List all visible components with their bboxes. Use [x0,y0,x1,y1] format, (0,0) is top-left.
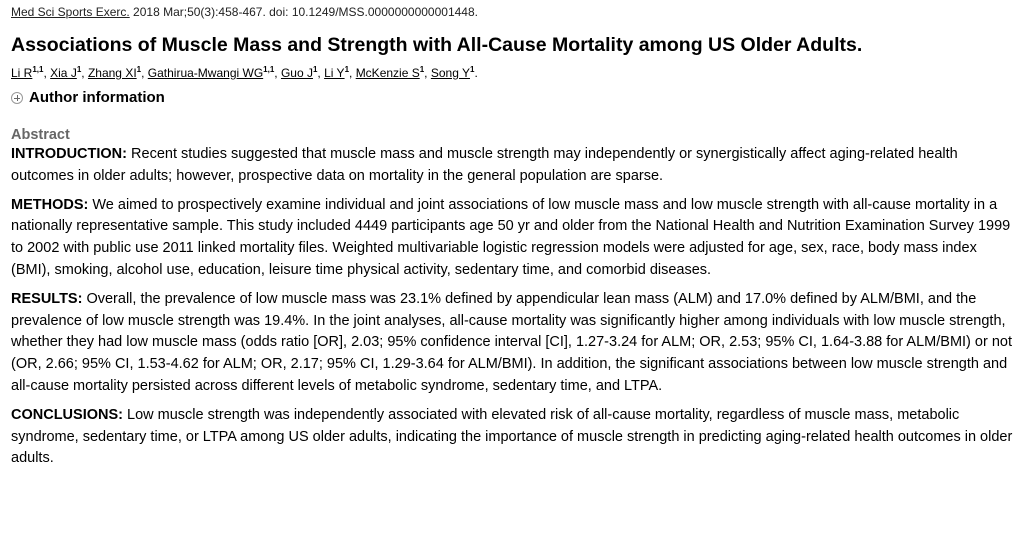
author-separator: , [43,66,51,80]
citation-line [11,4,1018,20]
expand-plus-icon[interactable] [11,92,23,104]
section-text: Recent studies suggested that muscle mass and muscle strength may independently or synergistically affect aging-related health outcomes in older adults; however, prospective data on mortality in the general population are sparse. [11,146,958,184]
abstract-methods [11,195,1018,282]
author-info-label: Author information [29,89,165,106]
author-link[interactable]: McKenzie S [355,66,420,80]
author-item [281,66,324,80]
author-affiliation-sup: 1 [470,65,475,74]
author-item [50,66,88,80]
author-separator: , [349,66,356,80]
author-item [88,66,148,80]
abstract-heading: Abstract [11,127,70,143]
section-label: METHODS: [11,196,89,213]
author-item [324,66,356,80]
section-text: We aimed to prospectively examine individual and joint associations of low muscle mass and low muscle strength with all-cause mortality in a nationally representative sample. This study included 4449 participants age 50 yr and older from the National Health and Nutrition Examination Survey 1999 to 2002 with public use 2011 linked mortality files. Weighted multivariable logistic regression models were adjusted for age, sex, race, body mass index (BMI), smoking, alcohol use, education, leisure time physical activity, sedentary time, and comorbid diseases. [11,196,1011,278]
section-label: CONCLUSIONS: [11,406,123,423]
author-item [11,66,50,80]
author-link[interactable]: Guo J [280,66,313,80]
author-link[interactable]: Gathirua-Mwangi WG [147,66,264,80]
author-affiliation-sup: 1,1 [32,65,44,74]
author-separator: , [274,66,281,80]
abstract-section [11,126,1018,470]
author-info-toggle[interactable] [11,89,1018,107]
author-separator: , [424,66,431,80]
author-link[interactable]: Li Y [324,66,345,80]
section-text: Overall, the prevalence of low muscle mass was 23.1% defined by appendicular lean mass (ALM) and 17.0% defined by ALM/BMI, and the prevalence of low muscle strength was 19.4%. In the joint analyses, all-cause mortality was significantly higher among individuals with low muscle strength, whether they had low muscle mass (odds ratio [OR], 2.03; 95% confidence interval [CI], 1.27-3.24 for ALM; OR, 2.53; 95% CI, 1.64-3.88 for ALM/BMI) or not (OR, 2.66; 95% CI, 1.53-4.62 for ALM; OR, 2.17; 95% CI, 1.29-3.64 for ALM/BMI). In addition, the significant associations between low muscle strength and all-cause mortality persisted across different levels of metabolic syndrome, sedentary time, and LTPA. [11,290,1012,394]
author-separator: , [141,66,148,80]
author-item [148,66,281,80]
section-label: RESULTS: [11,290,83,307]
abstract-conclusions [11,405,1018,470]
article-title: Associations of Muscle Mass and Strength with All-Cause Mortality among US Older Adults. [11,34,863,56]
author-item [356,66,431,80]
author-affiliation-sup: 1 [312,65,318,74]
section-text: Low muscle strength was independently associated with elevated risk of all-cause mortality, regardless of muscle mass, metabolic syndrome, sedentary time, or LTPA among US older adults, indicating the importance of muscle strength in predicting aging-related health outcomes in older adults. [11,406,1013,467]
citation-details: 2018 Mar;50(3):458-467. doi: 10.1249/MSS.0000000000001448. [129,5,478,19]
author-item [431,66,478,80]
abstract-introduction [11,144,1018,188]
journal-link[interactable]: Med Sci Sports Exerc. [11,5,130,19]
author-affiliation-sup: 1,1 [263,65,275,74]
author-separator: , [81,66,88,80]
author-list [11,65,1018,81]
author-affiliation-sup: 1 [419,65,425,74]
author-link[interactable]: Li R [11,66,33,80]
author-separator: . [474,66,478,80]
author-link[interactable]: Xia J [50,66,77,80]
author-link[interactable]: Zhang XI [87,66,137,80]
section-label: INTRODUCTION: [11,146,127,162]
author-link[interactable]: Song Y [430,66,470,80]
author-affiliation-sup: 1 [136,65,142,74]
author-separator: , [317,66,325,80]
author-affiliation-sup: 1 [76,65,82,74]
author-affiliation-sup: 1 [344,65,350,74]
abstract-results [11,289,1018,398]
